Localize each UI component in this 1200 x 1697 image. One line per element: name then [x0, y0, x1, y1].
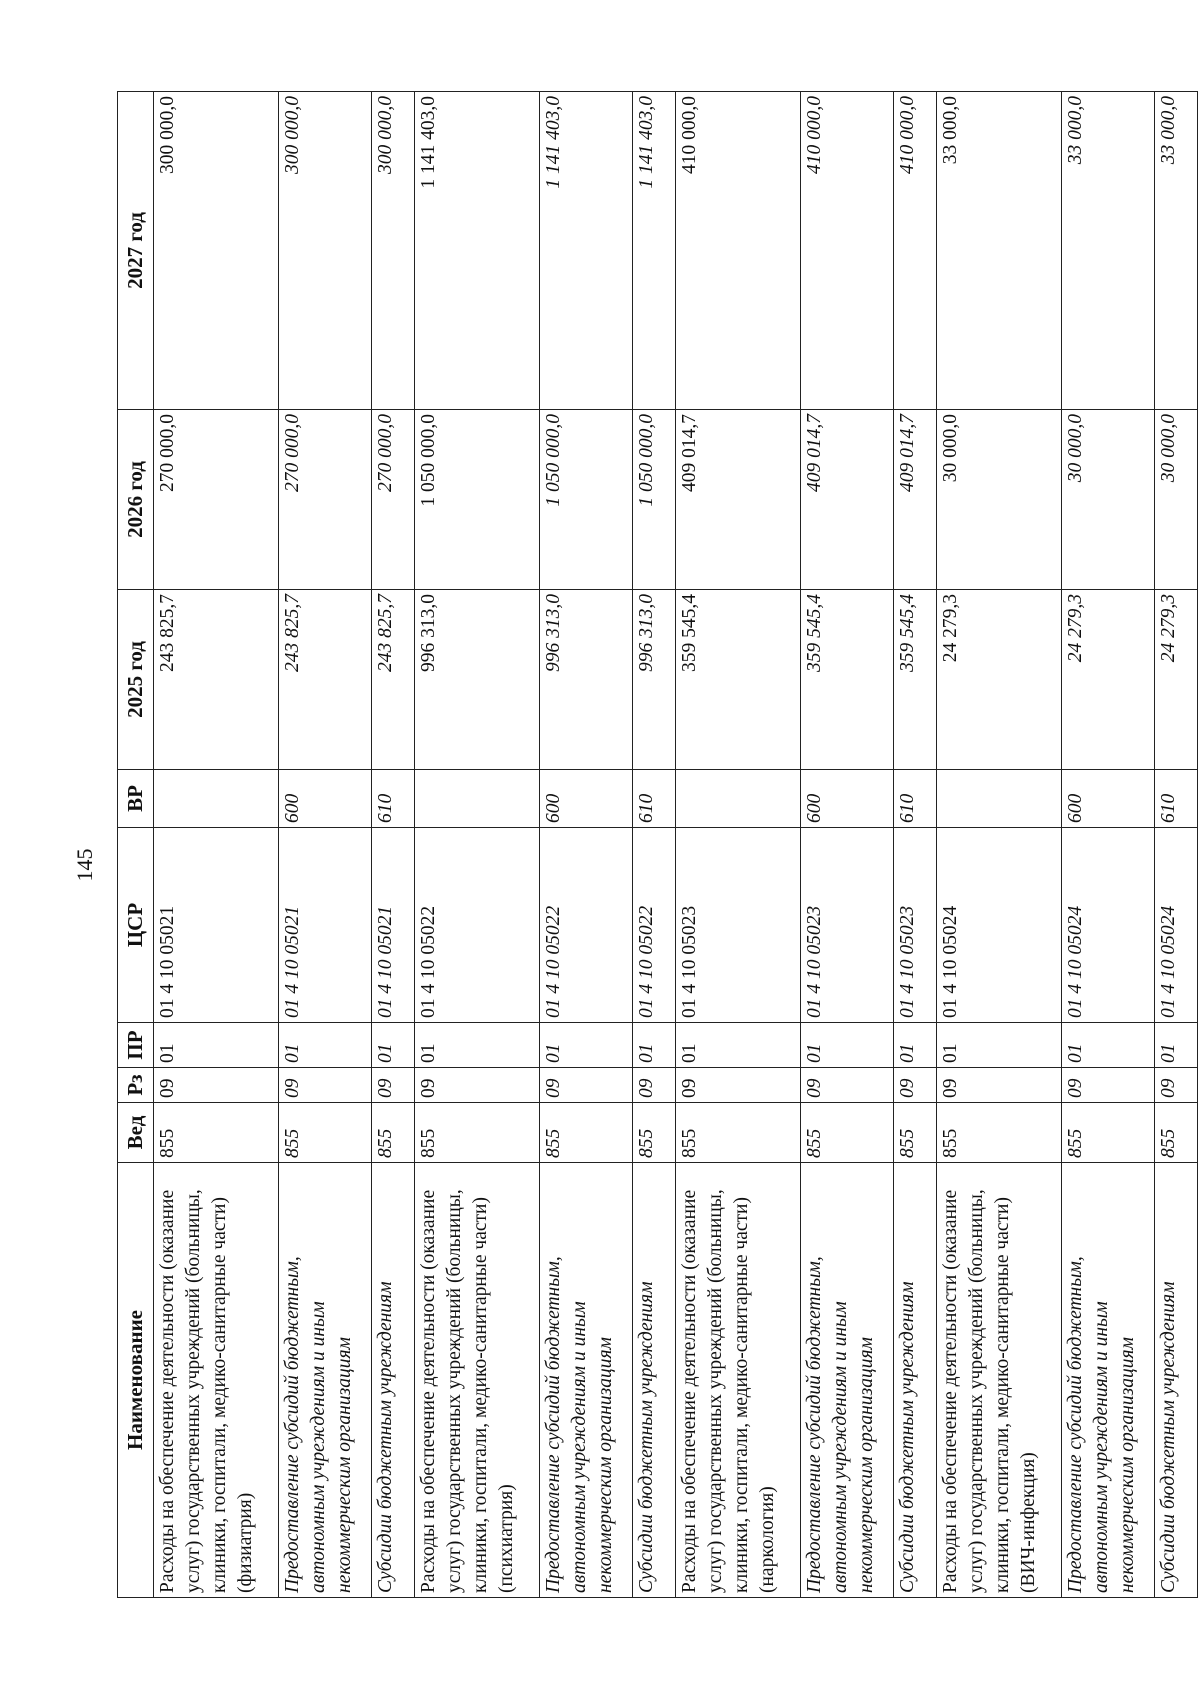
row-2025: 24 279,3: [937, 590, 1062, 770]
row-pr: 01: [937, 1023, 1062, 1068]
row-vr: 600: [540, 770, 633, 828]
row-vr: 600: [279, 770, 372, 828]
row-csr: 01 4 10 05022: [415, 828, 540, 1023]
row-rz: 09: [676, 1068, 801, 1103]
row-rz: 09: [415, 1068, 540, 1103]
row-pr: 01: [1062, 1023, 1155, 1068]
row-ved: 855: [801, 1103, 894, 1163]
row-name: Расходы на обеспечение деятельности (оказание услуг) государственных учреждений (больницы, клиники, госпитали, медико-санитарные части) (ВИЧ-инфекция): [937, 1163, 1062, 1598]
row-2027: 410 000,0: [894, 92, 937, 410]
row-2027: 1 141 403,0: [540, 92, 633, 410]
row-vr: [415, 770, 540, 828]
table-row: [633, 92, 676, 1598]
header-ved: Вед: [118, 1103, 154, 1163]
table-row: [540, 92, 633, 1598]
row-pr: 01: [633, 1023, 676, 1068]
row-2025: 996 313,0: [633, 590, 676, 770]
row-rz: 09: [279, 1068, 372, 1103]
row-2025: 243 825,7: [279, 590, 372, 770]
rotated-table-container: [117, 92, 1198, 1598]
row-2027: 1 141 403,0: [633, 92, 676, 410]
row-name: Предоставление субсидий бюджетным, автономным учреждениям и иным некоммерческим организациям: [1062, 1163, 1155, 1598]
row-pr: 01: [540, 1023, 633, 1068]
row-2026: 270 000,0: [279, 410, 372, 590]
table-header-row: [118, 92, 154, 1598]
row-pr: 01: [1155, 1023, 1198, 1068]
header-name: Наименование: [118, 1163, 154, 1598]
header-pr: ПР: [118, 1023, 154, 1068]
row-csr: 01 4 10 05023: [676, 828, 801, 1023]
row-vr: 610: [894, 770, 937, 828]
row-2025: 996 313,0: [540, 590, 633, 770]
row-csr: 01 4 10 05023: [801, 828, 894, 1023]
row-csr: 01 4 10 05022: [540, 828, 633, 1023]
row-pr: 01: [279, 1023, 372, 1068]
table-row: [415, 92, 540, 1598]
table-row: [894, 92, 937, 1598]
row-name: Субсидии бюджетным учреждениям: [1155, 1163, 1198, 1598]
row-name: Субсидии бюджетным учреждениям: [633, 1163, 676, 1598]
row-ved: 855: [633, 1103, 676, 1163]
row-name: Субсидии бюджетным учреждениям: [372, 1163, 415, 1598]
row-rz: 09: [1155, 1068, 1198, 1103]
row-2027: 300 000,0: [279, 92, 372, 410]
row-ved: 855: [279, 1103, 372, 1163]
row-2026: 409 014,7: [676, 410, 801, 590]
table-row: [279, 92, 372, 1598]
row-2025: 24 279,3: [1062, 590, 1155, 770]
row-csr: 01 4 10 05024: [937, 828, 1062, 1023]
row-pr: 01: [676, 1023, 801, 1068]
row-ved: 855: [154, 1103, 279, 1163]
row-2026: 270 000,0: [154, 410, 279, 590]
row-rz: 09: [1062, 1068, 1155, 1103]
row-csr: 01 4 10 05024: [1062, 828, 1155, 1023]
row-vr: 600: [1062, 770, 1155, 828]
row-name: Расходы на обеспечение деятельности (оказание услуг) государственных учреждений (больницы, клиники, госпитали, медико-санитарные части) (наркология): [676, 1163, 801, 1598]
row-pr: 01: [154, 1023, 279, 1068]
table-row: [154, 92, 279, 1598]
header-2025: 2025 год: [118, 590, 154, 770]
row-2025: 359 545,4: [894, 590, 937, 770]
row-2025: 243 825,7: [154, 590, 279, 770]
row-pr: 01: [894, 1023, 937, 1068]
table-row: [801, 92, 894, 1598]
row-rz: 09: [801, 1068, 894, 1103]
row-2026: 30 000,0: [1062, 410, 1155, 590]
row-2025: 359 545,4: [676, 590, 801, 770]
budget-table: [117, 91, 1198, 1598]
row-rz: 09: [540, 1068, 633, 1103]
row-2027: 33 000,0: [937, 92, 1062, 410]
page-number: 145: [72, 848, 97, 882]
row-2026: 1 050 000,0: [633, 410, 676, 590]
row-2026: 30 000,0: [937, 410, 1062, 590]
row-rz: 09: [937, 1068, 1062, 1103]
row-name: Предоставление субсидий бюджетным, автономным учреждениям и иным некоммерческим организациям: [279, 1163, 372, 1598]
table-row: [937, 92, 1062, 1598]
row-name: Предоставление субсидий бюджетным, автономным учреждениям и иным некоммерческим организациям: [801, 1163, 894, 1598]
row-vr: [676, 770, 801, 828]
row-name: Расходы на обеспечение деятельности (оказание услуг) государственных учреждений (больницы, клиники, госпитали, медико-санитарные части) (физиатрия): [154, 1163, 279, 1598]
row-2027: 33 000,0: [1155, 92, 1198, 410]
row-pr: 01: [372, 1023, 415, 1068]
row-2027: 300 000,0: [372, 92, 415, 410]
row-2027: 410 000,0: [676, 92, 801, 410]
header-csr: ЦСР: [118, 828, 154, 1023]
row-2026: 30 000,0: [1155, 410, 1198, 590]
table-row: [1062, 92, 1155, 1598]
header-2027: 2027 год: [118, 92, 154, 410]
row-2025: 996 313,0: [415, 590, 540, 770]
row-csr: 01 4 10 05024: [1155, 828, 1198, 1023]
row-csr: 01 4 10 05021: [372, 828, 415, 1023]
row-pr: 01: [415, 1023, 540, 1068]
row-2026: 409 014,7: [801, 410, 894, 590]
row-pr: 01: [801, 1023, 894, 1068]
row-2025: 24 279,3: [1155, 590, 1198, 770]
row-vr: 610: [1155, 770, 1198, 828]
row-2025: 359 545,4: [801, 590, 894, 770]
row-name: Предоставление субсидий бюджетным, автономным учреждениям и иным некоммерческим организациям: [540, 1163, 633, 1598]
row-vr: 610: [633, 770, 676, 828]
row-ved: 855: [1155, 1103, 1198, 1163]
row-csr: 01 4 10 05021: [154, 828, 279, 1023]
row-vr: 610: [372, 770, 415, 828]
row-vr: 600: [801, 770, 894, 828]
row-2027: 1 141 403,0: [415, 92, 540, 410]
header-rz: Рз: [118, 1068, 154, 1103]
row-ved: 855: [1062, 1103, 1155, 1163]
row-rz: 09: [372, 1068, 415, 1103]
row-ved: 855: [676, 1103, 801, 1163]
row-ved: 855: [540, 1103, 633, 1163]
row-rz: 09: [894, 1068, 937, 1103]
table-row: [676, 92, 801, 1598]
header-vr: ВР: [118, 770, 154, 828]
table-row: [372, 92, 415, 1598]
row-csr: 01 4 10 05022: [633, 828, 676, 1023]
row-ved: 855: [372, 1103, 415, 1163]
row-2026: 409 014,7: [894, 410, 937, 590]
row-vr: [154, 770, 279, 828]
row-ved: 855: [937, 1103, 1062, 1163]
row-ved: 855: [894, 1103, 937, 1163]
header-2026: 2026 год: [118, 410, 154, 590]
row-ved: 855: [415, 1103, 540, 1163]
row-rz: 09: [154, 1068, 279, 1103]
table-row: [1155, 92, 1198, 1598]
row-2026: 1 050 000,0: [415, 410, 540, 590]
row-rz: 09: [633, 1068, 676, 1103]
row-name: Субсидии бюджетным учреждениям: [894, 1163, 937, 1598]
row-2025: 243 825,7: [372, 590, 415, 770]
row-csr: 01 4 10 05021: [279, 828, 372, 1023]
row-2026: 270 000,0: [372, 410, 415, 590]
row-name: Расходы на обеспечение деятельности (оказание услуг) государственных учреждений (больницы, клиники, госпитали, медико-санитарные части) (психиатрия): [415, 1163, 540, 1598]
row-csr: 01 4 10 05023: [894, 828, 937, 1023]
row-2027: 300 000,0: [154, 92, 279, 410]
row-vr: [937, 770, 1062, 828]
row-2027: 33 000,0: [1062, 92, 1155, 410]
row-2027: 410 000,0: [801, 92, 894, 410]
row-2026: 1 050 000,0: [540, 410, 633, 590]
